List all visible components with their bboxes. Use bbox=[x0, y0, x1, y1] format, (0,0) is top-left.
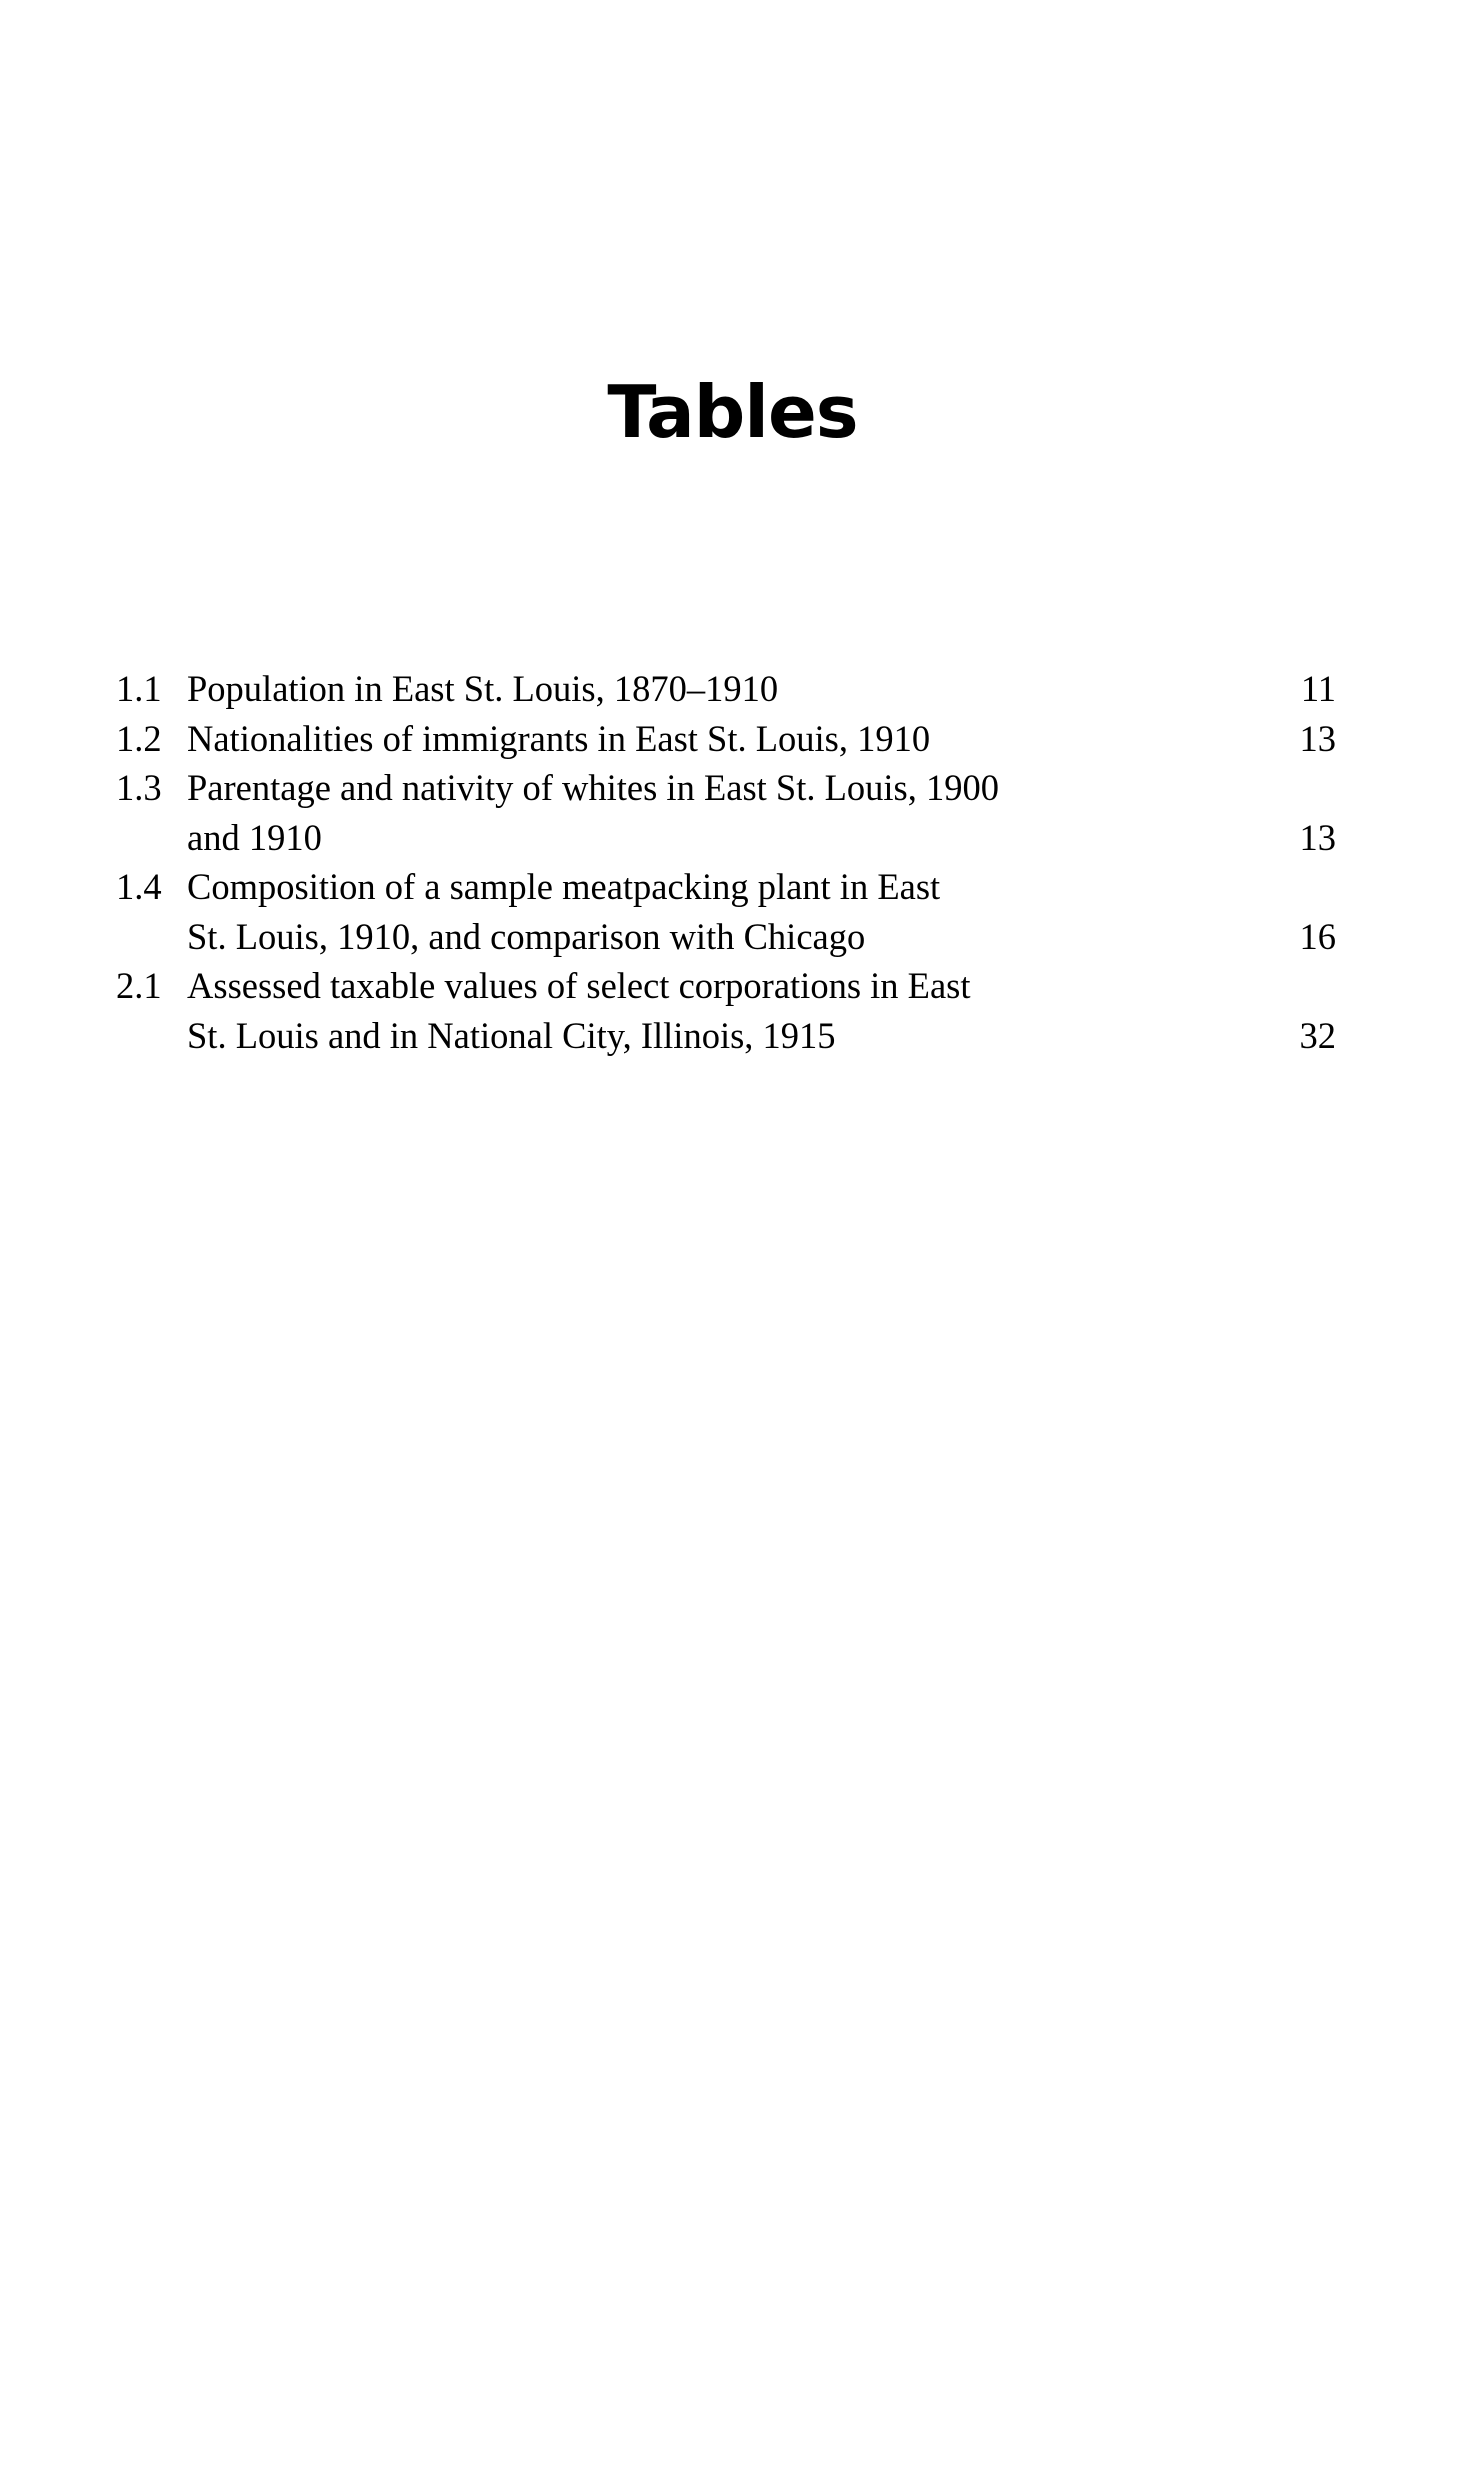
table-title-line: Parentage and nativity of whites in East St. Louis, 1900 bbox=[187, 767, 1000, 808]
table-page-number: 13 bbox=[1299, 816, 1336, 858]
table-number: 1.2 bbox=[116, 717, 162, 759]
table-title bbox=[187, 862, 1167, 961]
page-title: Tables bbox=[607, 370, 858, 455]
table-page-number: 13 bbox=[1299, 717, 1336, 759]
table-number: 1.4 bbox=[116, 866, 162, 907]
table-title-line: St. Louis, 1910, and comparison with Chicago bbox=[187, 915, 866, 957]
table-title bbox=[187, 714, 1167, 764]
table-title-line: Population in East St. Louis, 1870–1910 bbox=[187, 668, 779, 709]
table-title-line: Composition of a sample meatpacking plant in East bbox=[187, 866, 941, 907]
table-title-line: Assessed taxable values of select corporations in East bbox=[187, 965, 971, 1006]
table-title-line: St. Louis and in National City, Illinois, 1915 bbox=[187, 1014, 836, 1056]
table-page-number: 16 bbox=[1299, 915, 1336, 957]
table-entry bbox=[116, 763, 1336, 862]
table-entry bbox=[116, 714, 1336, 764]
table-number: 1.1 bbox=[116, 668, 162, 709]
table-entry bbox=[116, 862, 1336, 961]
table-title bbox=[187, 961, 1167, 1060]
table-entry bbox=[116, 664, 1336, 714]
table-number: 2.1 bbox=[116, 965, 162, 1006]
table-title bbox=[187, 664, 1167, 714]
tables-list bbox=[116, 664, 1336, 1060]
table-entry bbox=[116, 961, 1336, 1060]
table-title-line: and 1910 bbox=[187, 816, 322, 858]
table-number: 1.3 bbox=[116, 767, 162, 808]
table-page-number: 11 bbox=[1300, 668, 1336, 709]
table-page-number: 32 bbox=[1299, 1014, 1336, 1056]
table-title-line: Nationalities of immigrants in East St. Louis, 1910 bbox=[187, 717, 931, 759]
table-title bbox=[187, 763, 1167, 862]
